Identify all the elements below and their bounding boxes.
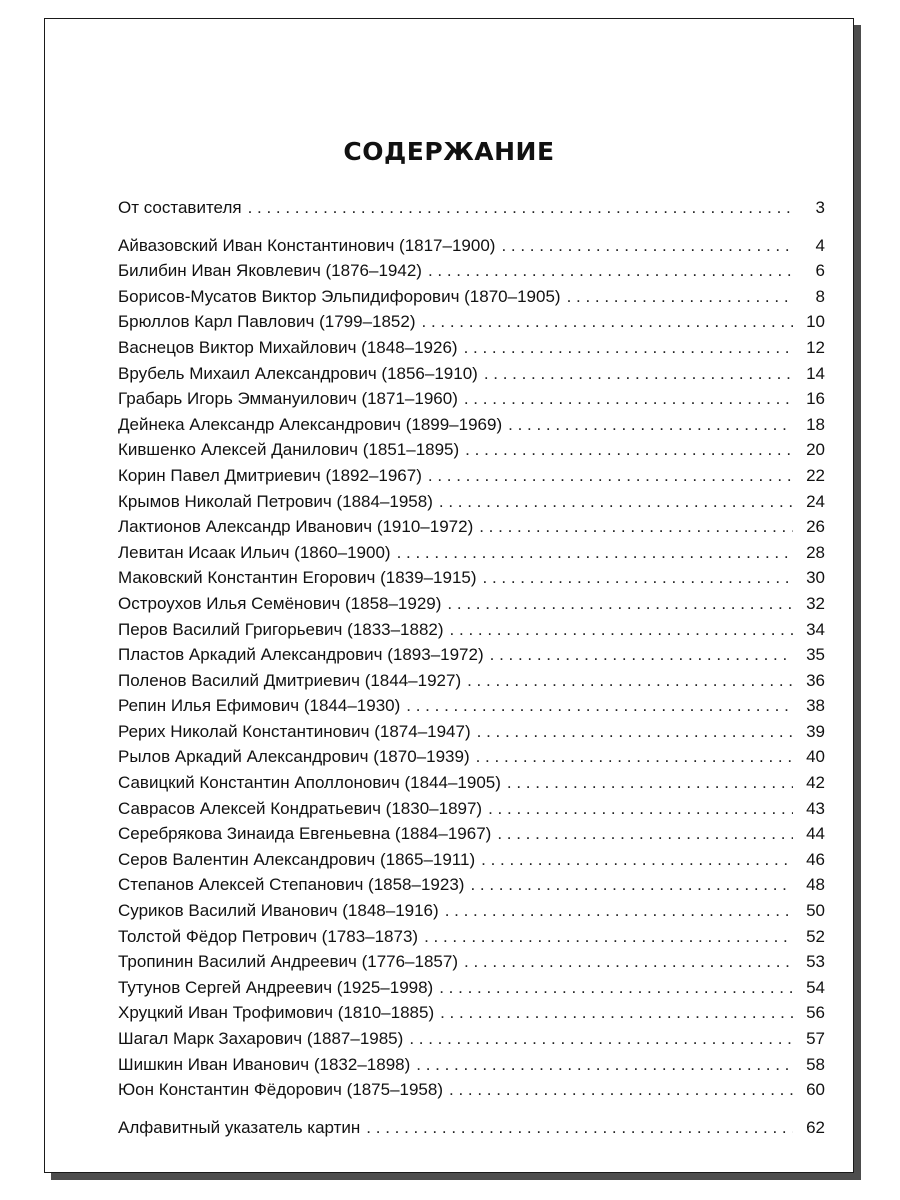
toc-entry-page-number: 16 [806, 389, 825, 409]
toc-entry-title: Савицкий Константин Аполлонович (1844–1905) [118, 773, 501, 793]
toc-entry [118, 949, 825, 975]
toc-entry [118, 437, 825, 463]
dot-leader [476, 744, 793, 770]
toc-entry [118, 335, 825, 361]
dot-leader [428, 463, 793, 489]
toc-entry [118, 514, 825, 540]
toc-entry-page-number: 6 [815, 261, 825, 281]
dot-leader [366, 1115, 793, 1141]
dot-leader [484, 361, 793, 387]
toc-entry-title: Серебрякова Зинаида Евгеньевна (1884–1967) [118, 824, 492, 844]
toc-entry [118, 284, 825, 310]
toc-entry-title: Дейнека Александр Александрович (1899–1969) [118, 414, 503, 434]
toc-entry-page-number: 4 [815, 235, 825, 255]
toc-entry-title: Кившенко Алексей Данилович (1851–1895) [118, 440, 460, 460]
toc-entry-page-number: 39 [806, 721, 825, 741]
toc-entry-title: Брюллов Карл Павлович (1799–1852) [118, 312, 416, 332]
dot-leader [477, 719, 793, 745]
dot-leader [507, 770, 793, 796]
toc-entry-page-number: 56 [806, 1003, 825, 1023]
toc-entry-title: Билибин Иван Яковлевич (1876–1942) [118, 261, 422, 281]
toc-entry [118, 617, 825, 643]
toc-entry [118, 386, 825, 412]
toc-entry-page-number: 57 [806, 1029, 825, 1048]
toc-entry-title: Лактионов Александр Иванович (1910–1972) [118, 517, 474, 537]
toc-entry-title: Рылов Аркадий Александрович (1870–1939) [118, 747, 470, 767]
toc-entry-title: Суриков Василий Иванович (1848–1916) [118, 901, 439, 921]
dot-leader [450, 617, 793, 643]
toc-entry [118, 565, 825, 591]
toc-entry-title: Васнецов Виктор Михайлович (1848–1926) [118, 337, 458, 357]
dot-leader [406, 693, 793, 719]
toc-entry-page-number: 8 [815, 286, 825, 306]
dot-leader [501, 233, 793, 259]
dot-leader [409, 1026, 793, 1052]
toc-entry-page-number: 20 [806, 440, 825, 460]
toc-entry-page-number: 18 [806, 414, 825, 434]
document-page [44, 18, 854, 1173]
toc-entry-page-number: 22 [806, 465, 825, 485]
toc-entry-page-number: 53 [806, 952, 825, 972]
toc-entry-page-number: 34 [806, 619, 825, 639]
toc-entry-title: Рерих Николай Константинович (1874–1947) [118, 721, 471, 741]
toc-entry [118, 975, 825, 1001]
toc-entry [118, 1077, 825, 1103]
toc-entry [118, 1026, 825, 1052]
toc-entry-page-number: 42 [806, 773, 825, 793]
dot-leader [424, 924, 793, 950]
toc-entry-title: Степанов Алексей Степанович (1858–1923) [118, 875, 465, 895]
toc-entry [118, 719, 825, 745]
toc-entry-page-number: 24 [806, 491, 825, 511]
toc-entry-page-number: 40 [806, 747, 825, 767]
dot-leader [422, 309, 794, 335]
dot-leader [465, 437, 793, 463]
toc-entry [118, 847, 825, 873]
dot-leader [440, 1000, 793, 1026]
toc-entry-title: Серов Валентин Александрович (1865–1911) [118, 849, 476, 869]
toc-entry-title: Остроухов Илья Семёнович (1858–1929) [118, 593, 442, 613]
toc-entry [118, 668, 825, 694]
dot-leader [567, 284, 793, 310]
dot-leader [464, 386, 793, 412]
toc-entry-title: Юон Константин Фёдорович (1875–1958) [118, 1080, 444, 1100]
toc-entry-title: Репин Илья Ефимович (1844–1930) [118, 696, 401, 716]
toc-entry-page-number: 14 [806, 363, 825, 383]
toc-entry-page-number: 44 [806, 824, 825, 844]
toc-entry [118, 489, 825, 515]
toc-entry-page-number: 43 [806, 798, 825, 818]
toc-entry-page-number: 60 [806, 1080, 825, 1100]
toc-entry [118, 796, 825, 822]
toc-entry-title: Тропинин Василий Андреевич (1776–1857) [118, 952, 458, 972]
table-of-contents [118, 195, 825, 1140]
toc-entry-title: Алфавитный указатель картин [118, 1117, 361, 1137]
toc-entry-page-number: 46 [806, 849, 825, 869]
toc-entry [118, 540, 825, 566]
toc-entry-page-number: 54 [806, 977, 825, 997]
toc-entry-title: Корин Павел Дмитриевич (1892–1967) [118, 465, 422, 485]
toc-entry-title: Крымов Николай Петрович (1884–1958) [118, 491, 433, 511]
toc-entry [118, 195, 825, 221]
dot-leader [464, 949, 793, 975]
dot-leader [449, 1077, 793, 1103]
toc-entry [118, 361, 825, 387]
toc-entry-page-number: 12 [806, 337, 825, 357]
dot-leader [497, 821, 793, 847]
dot-leader [470, 872, 793, 898]
toc-entry [118, 309, 825, 335]
toc-entry [118, 1052, 825, 1078]
toc-entry [118, 642, 825, 668]
toc-entry-title: Поленов Василий Дмитриевич (1844–1927) [118, 670, 462, 690]
dot-leader [416, 1052, 793, 1078]
toc-entry-page-number: 38 [806, 696, 825, 716]
dot-leader [445, 898, 793, 924]
toc-entry-title: Тутунов Сергей Андреевич (1925–1998) [118, 977, 434, 997]
toc-entry [118, 744, 825, 770]
toc-entry-page-number: 3 [815, 198, 825, 217]
toc-entry [118, 463, 825, 489]
toc-entry-title: Борисов-Мусатов Виктор Эльпидифорович (1870–1905) [118, 286, 561, 306]
toc-entry [118, 693, 825, 719]
page-title: СОДЕРЖАНИЕ [343, 137, 555, 166]
toc-entry-page-number: 30 [806, 568, 825, 588]
dot-leader [447, 591, 793, 617]
dot-leader [483, 565, 793, 591]
dot-leader [397, 540, 793, 566]
dot-leader [439, 489, 793, 515]
toc-entry-title: Перов Василий Григорьевич (1833–1882) [118, 619, 444, 639]
dot-leader [488, 796, 793, 822]
toc-entry-title: Левитан Исаак Ильич (1860–1900) [118, 542, 391, 562]
toc-entry [118, 898, 825, 924]
toc-entry-title: Шишкин Иван Иванович (1832–1898) [118, 1054, 411, 1074]
toc-entry [118, 258, 825, 284]
toc-entry-title: От составителя [118, 198, 242, 217]
toc-entry-title: Хруцкий Иван Трофимович (1810–1885) [118, 1003, 435, 1023]
toc-entry-page-number: 50 [806, 901, 825, 921]
toc-entry-title: Врубель Михаил Александрович (1856–1910) [118, 363, 478, 383]
toc-entry-page-number: 62 [806, 1117, 825, 1137]
toc-entry-title: Саврасов Алексей Кондратьевич (1830–1897) [118, 798, 483, 818]
toc-entry-title: Пластов Аркадий Александрович (1893–1972) [118, 645, 484, 665]
toc-entry [118, 591, 825, 617]
toc-entry-title: Грабарь Игорь Эммануилович (1871–1960) [118, 389, 458, 409]
toc-entry-page-number: 26 [806, 517, 825, 537]
toc-entry-page-number: 52 [806, 926, 825, 946]
toc-entry [118, 412, 825, 438]
dot-leader [508, 412, 793, 438]
toc-entry-page-number: 48 [806, 875, 825, 895]
dot-leader [428, 258, 793, 284]
toc-entry-title: Айвазовский Иван Константинович (1817–1900) [118, 235, 496, 255]
dot-leader [479, 514, 793, 540]
toc-entry-page-number: 35 [806, 645, 825, 665]
toc-entry [118, 924, 825, 950]
dot-leader [481, 847, 793, 873]
toc-entry-page-number: 28 [806, 542, 825, 562]
dot-leader [467, 668, 793, 694]
toc-entry-title: Толстой Фёдор Петрович (1783–1873) [118, 926, 419, 946]
toc-entry [118, 233, 825, 259]
toc-entry-page-number: 36 [806, 670, 825, 690]
toc-entry-page-number: 10 [806, 312, 825, 332]
toc-entry-page-number: 32 [806, 593, 825, 613]
toc-entry [118, 1115, 825, 1141]
toc-entry-title: Маковский Константин Егорович (1839–1915) [118, 568, 477, 588]
dot-leader [490, 642, 793, 668]
dot-leader [464, 335, 793, 361]
toc-entry [118, 821, 825, 847]
toc-entry-title: Шагал Марк Захарович (1887–1985) [118, 1029, 404, 1048]
dot-leader [248, 195, 793, 221]
dot-leader [439, 975, 793, 1001]
toc-entry [118, 1000, 825, 1026]
toc-entry [118, 770, 825, 796]
toc-entry [118, 872, 825, 898]
toc-entry-page-number: 58 [806, 1054, 825, 1074]
